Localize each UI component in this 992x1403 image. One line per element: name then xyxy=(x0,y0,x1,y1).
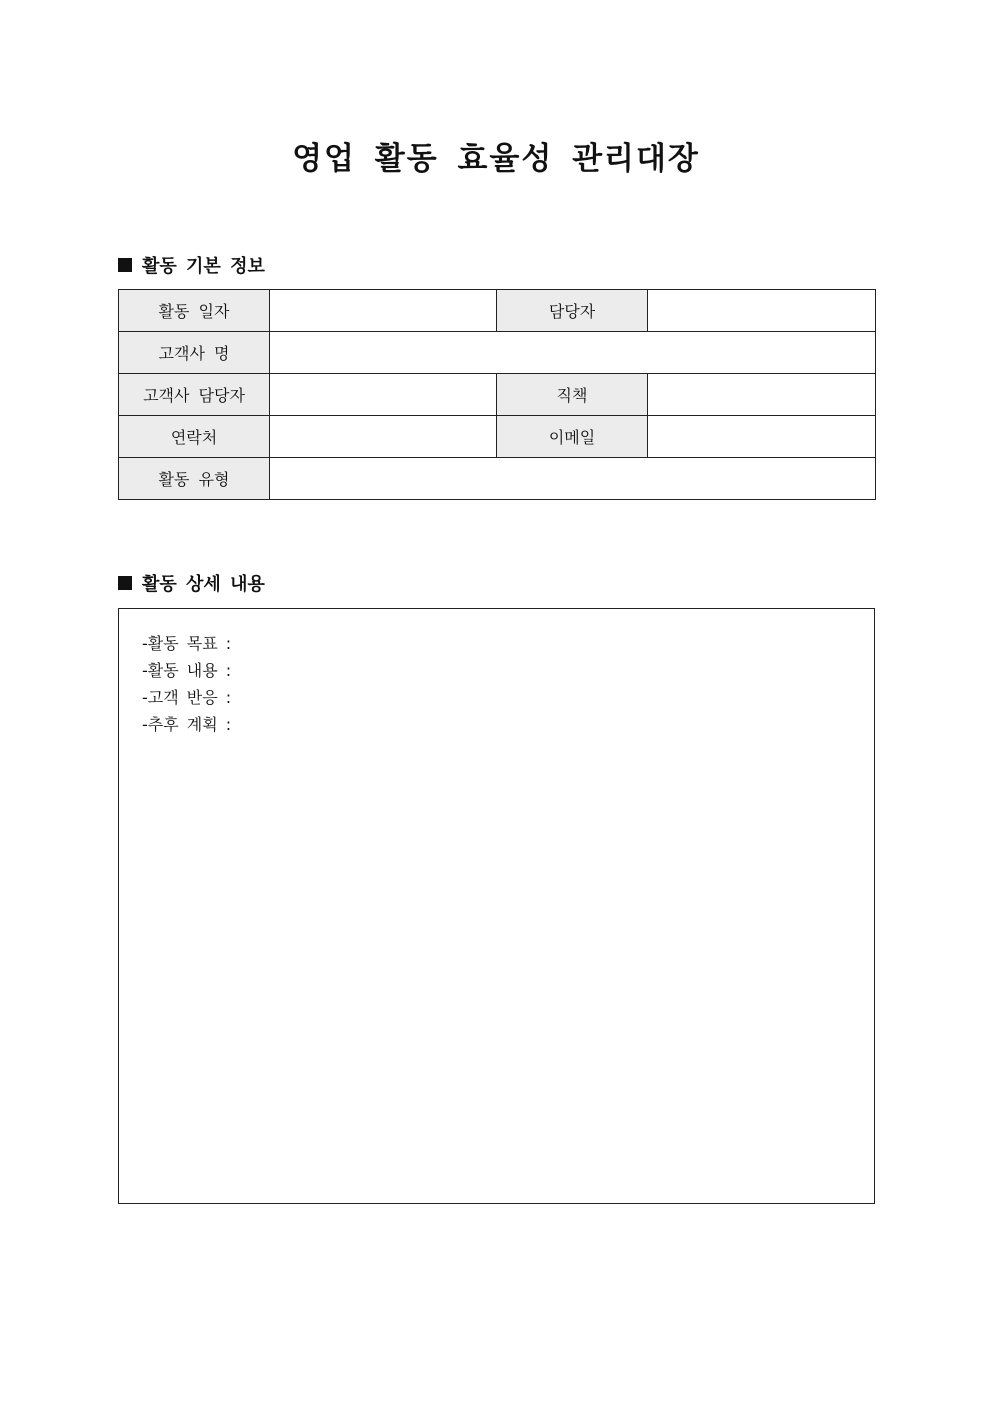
page-title: 영업 활동 효율성 관리대장 xyxy=(292,141,700,177)
table-row xyxy=(119,332,876,374)
detail-line-follow-up: -추후 계획 : xyxy=(142,715,232,734)
table-row xyxy=(119,416,876,458)
square-bullet-icon xyxy=(118,258,132,272)
email-field[interactable] xyxy=(648,416,876,458)
activity-date-field[interactable] xyxy=(270,290,497,332)
table-row xyxy=(119,374,876,416)
table-row xyxy=(119,458,876,500)
client-contact-label: 고객사 담당자 xyxy=(119,374,270,416)
client-name-field[interactable] xyxy=(270,332,876,374)
activity-date-label: 활동 일자 xyxy=(119,290,270,332)
detail-line-content: -활동 내용 : xyxy=(142,661,232,680)
position-field[interactable] xyxy=(648,374,876,416)
section-heading-label: 활동 상세 내용 xyxy=(142,574,265,595)
section-heading-label: 활동 기본 정보 xyxy=(142,256,265,277)
section-heading-details xyxy=(118,570,265,596)
square-bullet-icon xyxy=(118,576,132,590)
activity-type-field[interactable] xyxy=(270,458,876,500)
activity-details-box[interactable] xyxy=(118,608,875,1204)
activity-type-label: 활동 유형 xyxy=(119,458,270,500)
section-heading-basic-info xyxy=(118,252,265,278)
detail-line-goal: -활동 목표 : xyxy=(142,634,232,653)
client-name-label: 고객사 명 xyxy=(119,332,270,374)
person-in-charge-field[interactable] xyxy=(648,290,876,332)
table-row xyxy=(119,290,876,332)
phone-field[interactable] xyxy=(270,416,497,458)
email-label: 이메일 xyxy=(497,416,648,458)
person-in-charge-label: 담당자 xyxy=(497,290,648,332)
details-list xyxy=(142,630,231,738)
detail-line-client-response: -고객 반응 : xyxy=(142,688,232,707)
basic-info-table xyxy=(118,289,876,500)
phone-label: 연락처 xyxy=(119,416,270,458)
position-label: 직책 xyxy=(497,374,648,416)
client-contact-field[interactable] xyxy=(270,374,497,416)
